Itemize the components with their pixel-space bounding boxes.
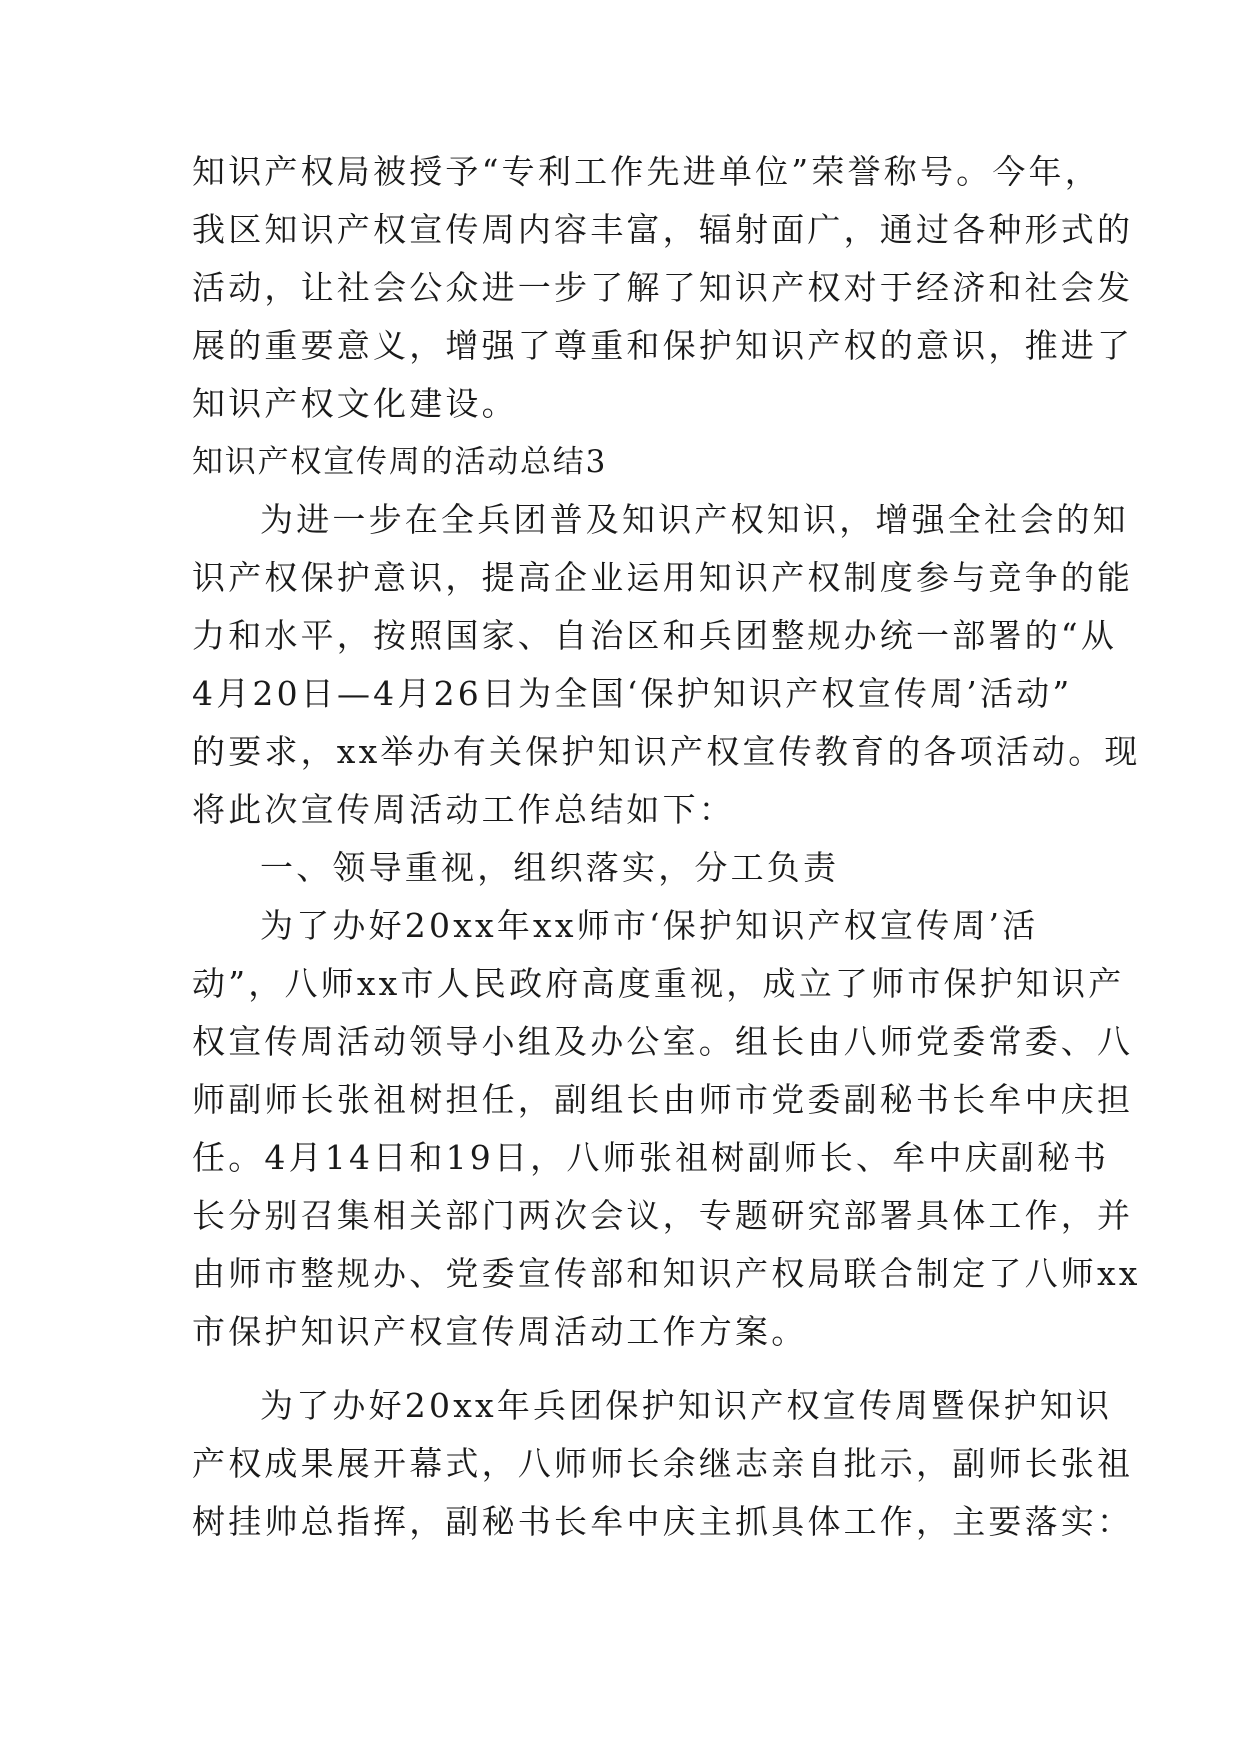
paragraph-line: 权宣传周活动领导小组及办公室。组长由八师党委常委、八 (192, 1022, 1134, 1061)
paragraph-line: 4月20日—4月26日为全国‘保护知识产权宣传周’活动” (192, 674, 1073, 713)
paragraph-line: 识产权保护意识，提高企业运用知识产权制度参与竞争的能 (192, 558, 1134, 597)
paragraph-line: 活动，让社会公众进一步了解了知识产权对于经济和社会发 (192, 268, 1134, 307)
paragraph-line: 师副师长张祖树担任，副组长由师市党委副秘书长牟中庆担 (192, 1080, 1134, 1119)
paragraph-line: 树挂帅总指挥，副秘书长牟中庆主抓具体工作，主要落实： (192, 1502, 1134, 1541)
paragraph-line: 知识产权局被授予“专利工作先进单位”荣誉称号。今年， (192, 152, 1101, 191)
paragraph-line: 为进一步在全兵团普及知识产权知识，增强全社会的知 (260, 500, 1129, 539)
paragraph-line: 动”，八师xx市人民政府高度重视，成立了师市保护知识产 (192, 964, 1125, 1003)
paragraph-line: 市保护知识产权宣传周活动工作方案。 (192, 1312, 808, 1351)
paragraph-line: 为了办好20xx年xx师市‘保护知识产权宣传周’活 (260, 906, 1039, 945)
subheading: 一、领导重视，组织落实，分工负责 (260, 848, 840, 887)
paragraph-line: 力和水平，按照国家、自治区和兵团整规办统一部署的“从 (192, 616, 1118, 655)
paragraph-line: 产权成果展开幕式，八师师长余继志亲自批示，副师长张祖 (192, 1444, 1134, 1483)
paragraph-line: 的要求，xx举办有关保护知识产权宣传教育的各项活动。现 (192, 732, 1141, 771)
paragraph-line: 由师市整规办、党委宣传部和知识产权局联合制定了八师xx (192, 1254, 1141, 1293)
paragraph-line: 任。4月14日和19日，八师张祖树副师长、牟中庆副秘书 (192, 1138, 1110, 1177)
paragraph-line: 将此次宣传周活动工作总结如下： (192, 790, 735, 829)
paragraph-line: 长分别召集相关部门两次会议，专题研究部署具体工作，并 (192, 1196, 1134, 1235)
paragraph-line: 为了办好20xx年兵团保护知识产权宣传周暨保护知识 (260, 1386, 1113, 1425)
paragraph-line: 展的重要意义，增强了尊重和保护知识产权的意识，推进了 (192, 326, 1134, 365)
paragraph-line: 我区知识产权宣传周内容丰富，辐射面广，通过各种形式的 (192, 210, 1134, 249)
paragraph-line: 知识产权文化建设。 (192, 384, 518, 423)
section-title: 知识产权宣传周的活动总结3 (192, 444, 608, 480)
